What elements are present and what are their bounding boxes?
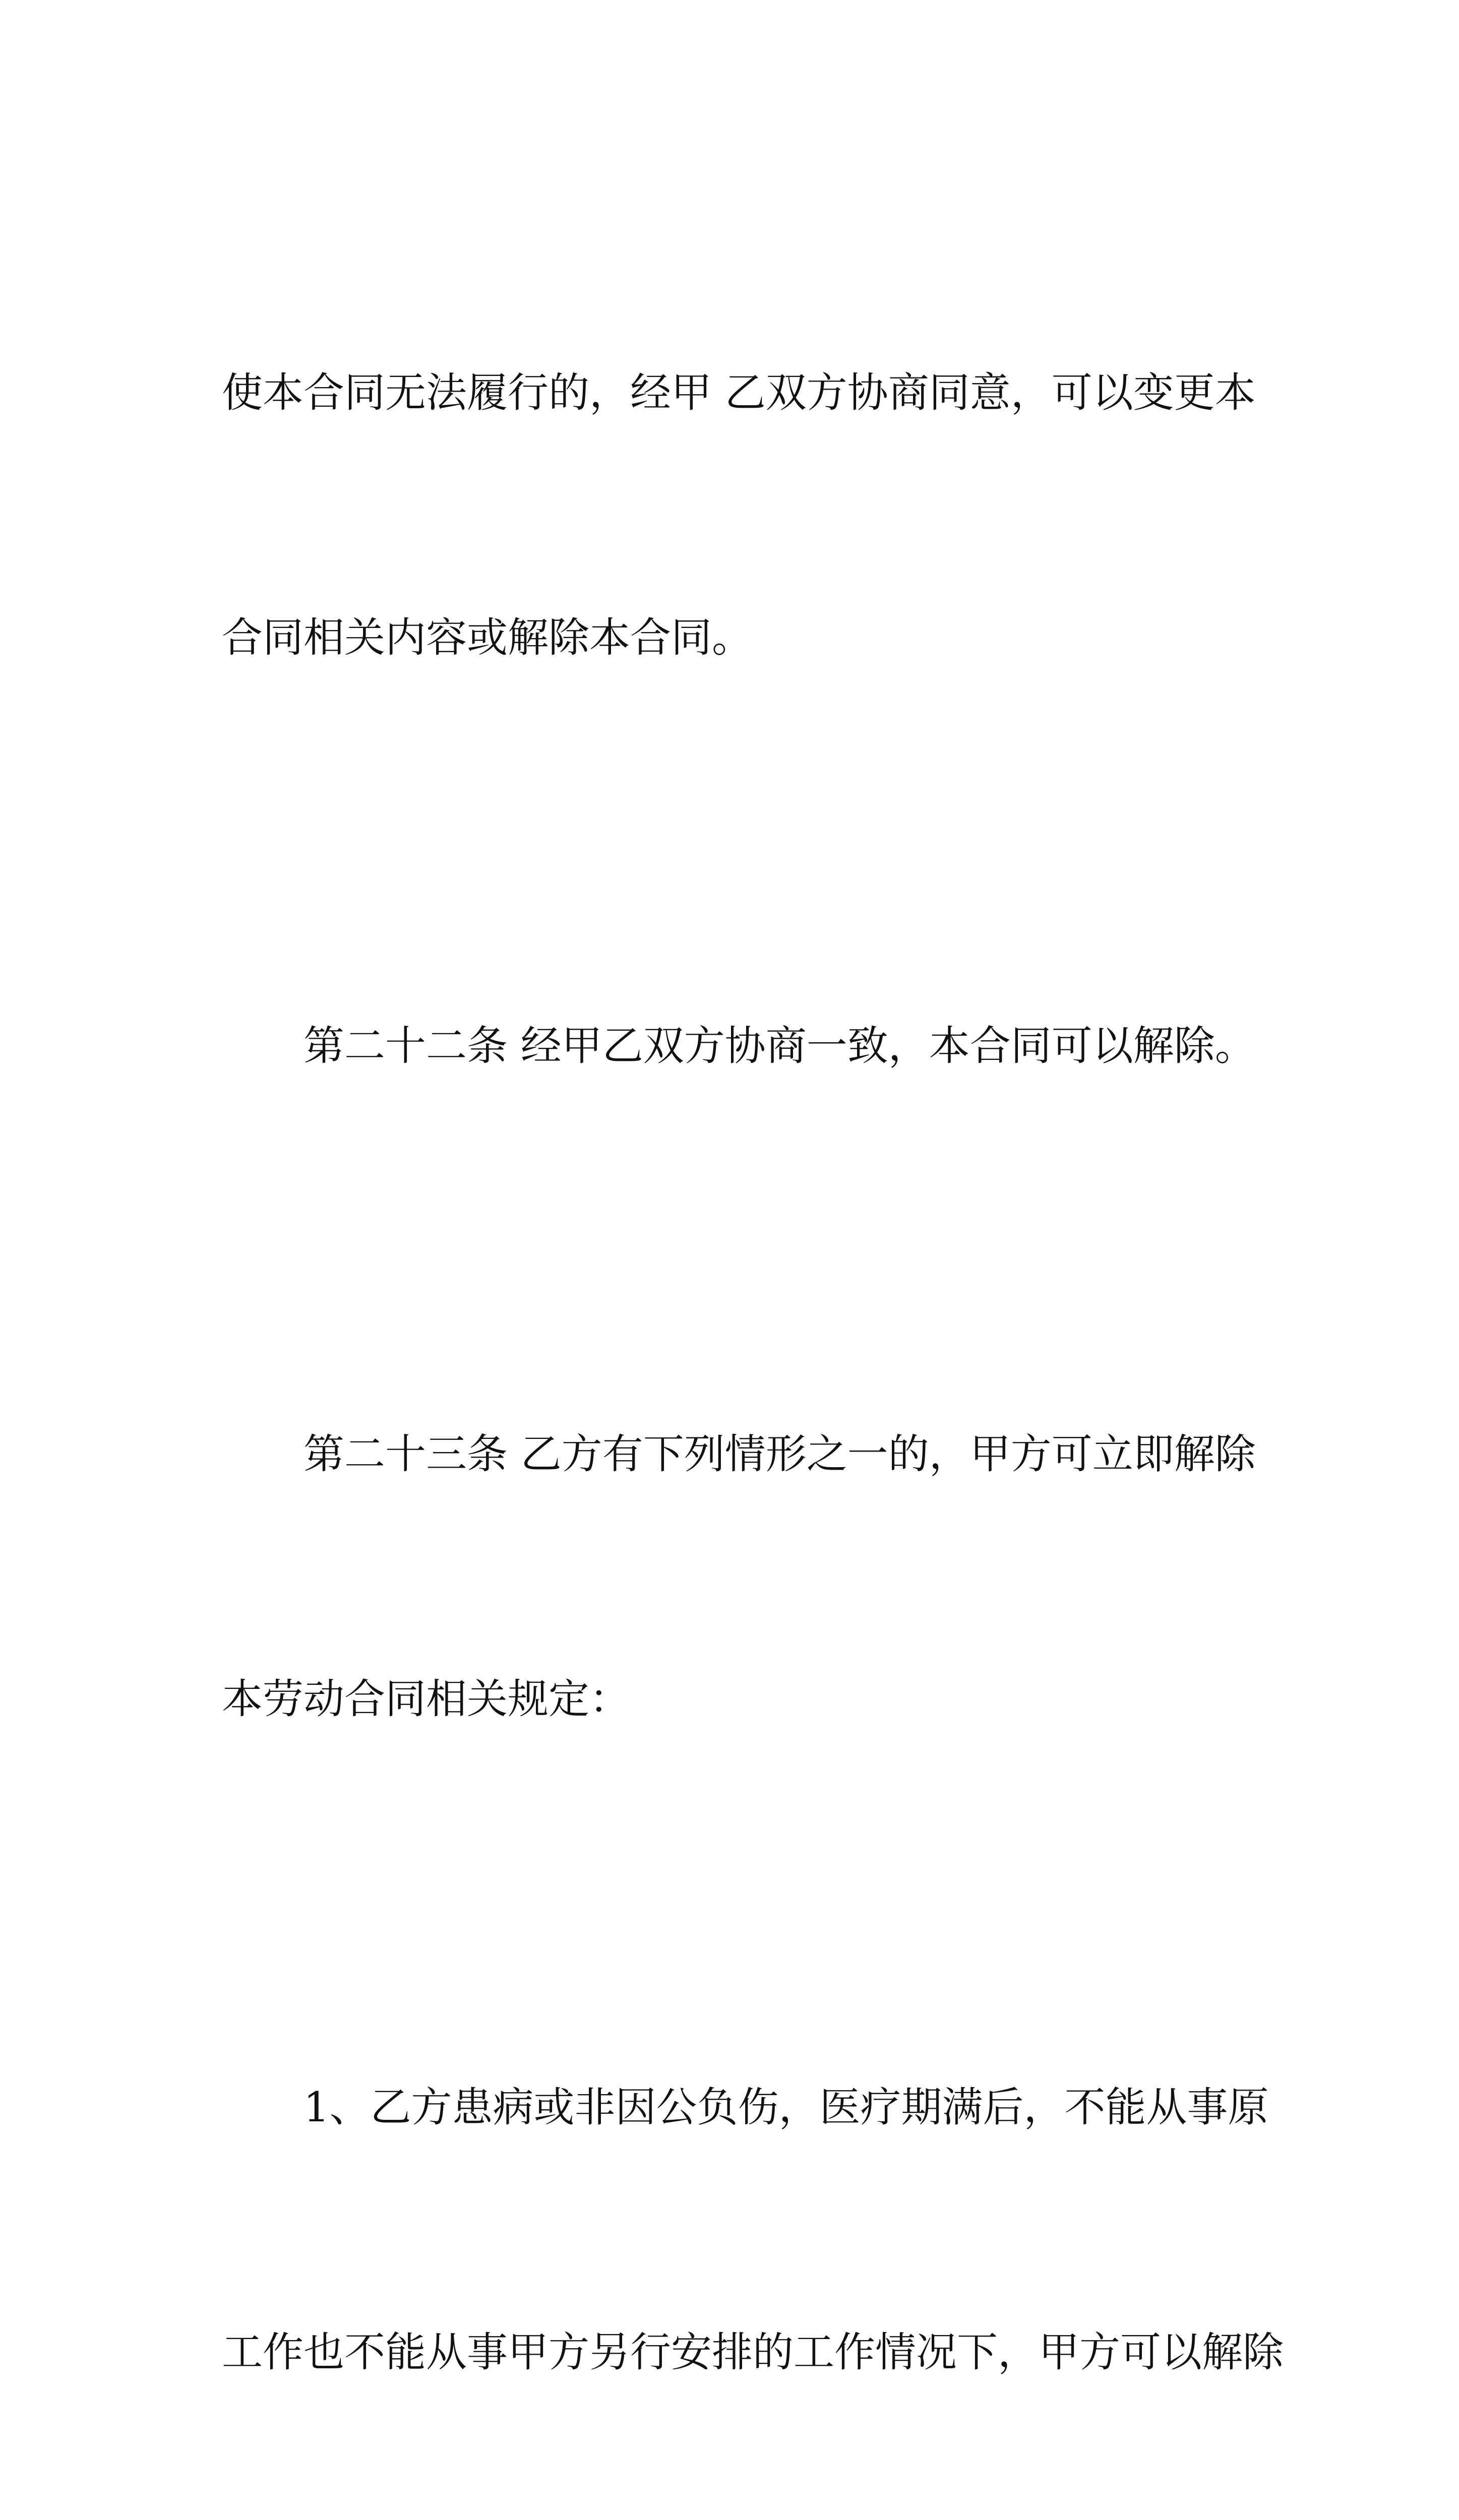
text-line: 第二十三条 乙方有下列情形之一的，甲方可立即解除 [303, 1431, 1256, 1478]
text-line: 工作也不能从事甲方另行安排的工作情况下，甲方可以解除 [222, 2329, 1284, 2376]
text-line: 第二十二条 经甲乙双方协商一致，本合同可以解除。 [303, 1023, 1256, 1070]
text-line: 1、乙方患病或非因公负伤，医疗期满后，不能从事原 [303, 2084, 1269, 2131]
paragraph-item-1 [222, 1904, 1284, 2520]
paragraph-article-22 [222, 842, 1256, 1250]
paragraph-article-23 [222, 1250, 1256, 1904]
document-body [222, 189, 1284, 2520]
text-line: 合同相关内容或解除本合同。 [222, 614, 753, 662]
text-line: 本劳动合同相关规定： [222, 1676, 631, 1723]
text-line: 使本合同无法履行的，经甲 乙双方协商同意，可以变更本 [222, 369, 1256, 417]
paragraph-continuation [222, 189, 1256, 842]
